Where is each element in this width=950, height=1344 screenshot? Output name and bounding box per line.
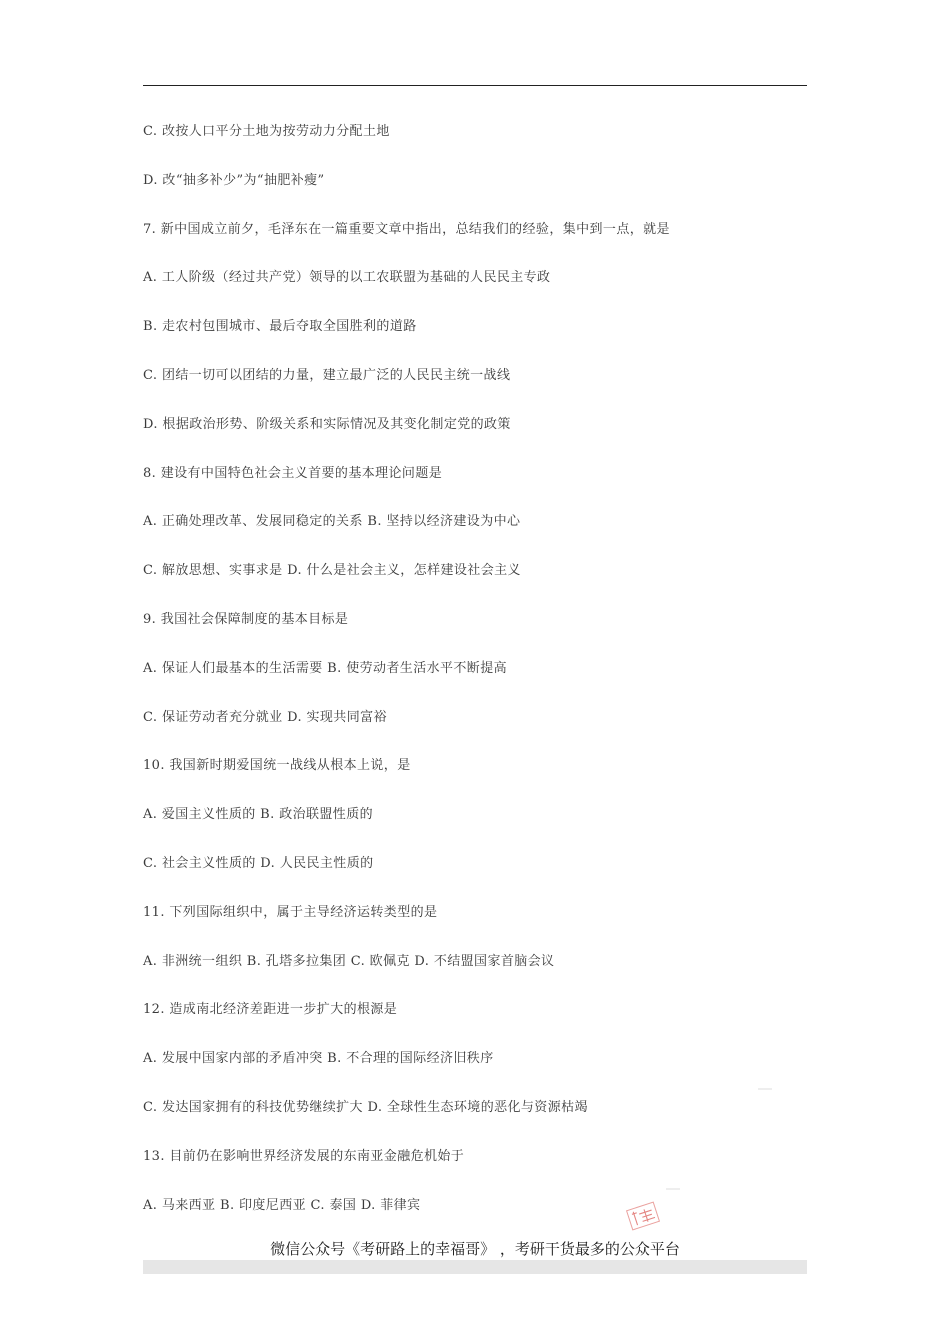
text-line: A. 保证人们最基本的生活需要 B. 使劳动者生活水平不断提高 bbox=[143, 660, 508, 676]
scan-speck bbox=[758, 1088, 772, 1090]
text-line: D. 改“抽多补少”为“抽肥补瘦” bbox=[143, 172, 325, 188]
text-line: B. 走农村包围城市、最后夺取全国胜利的道路 bbox=[143, 319, 417, 335]
text-line: A. 爱国主义性质的 B. 政治联盟性质的 bbox=[143, 807, 374, 823]
text-line: 11. 下列国际组织中，属于主导经济运转类型的是 bbox=[143, 904, 438, 920]
text-line: A. 工人阶级（经过共产党）领导的以工农联盟为基础的人民民主专政 bbox=[143, 270, 551, 286]
text-line: C. 改按人口平分土地为按劳动力分配土地 bbox=[143, 124, 390, 139]
text-line: 13. 目前仍在影响世界经济发展的东南亚金融危机始于 bbox=[143, 1148, 465, 1164]
text-line: D. 根据政治形势、阶级关系和实际情况及其变化制定党的政策 bbox=[143, 416, 511, 432]
text-line: A. 马来西亚 B. 印度尼西亚 C. 泰国 D. 菲律宾 bbox=[143, 1197, 421, 1213]
header-rule bbox=[143, 85, 807, 86]
text-line: 12. 造成南北经济差距进一步扩大的根源是 bbox=[143, 1002, 398, 1018]
footer-caption: 微信公众号《考研路上的幸福哥》 ，考研干货最多的公众平台 bbox=[270, 1240, 680, 1258]
scan-speck bbox=[666, 1188, 680, 1190]
text-line: A. 正确处理改革、发展同稳定的关系 B. 坚持以经济建设为中心 bbox=[143, 514, 521, 530]
text-line: 7. 新中国成立前夕，毛泽东在一篇重要文章中指出，总结我们的经验，集中到一点，就是 bbox=[143, 221, 670, 237]
text-line: 10. 我国新时期爱国统一战线从根本上说，是 bbox=[143, 758, 411, 774]
footer-bar bbox=[143, 1260, 807, 1274]
text-line: A. 发展中国家内部的矛盾冲突 B. 不合理的国际经济旧秩序 bbox=[143, 1051, 494, 1067]
text-line: C. 社会主义性质的 D. 人民民主性质的 bbox=[143, 855, 374, 871]
text-line: A. 非洲统一组织 B. 孔塔多拉集团 C. 欧佩克 D. 不结盟国家首脑会议 bbox=[143, 953, 555, 969]
text-line: 9. 我国社会保障制度的基本目标是 bbox=[143, 611, 349, 627]
text-line: C. 解放思想、实事求是 D. 什么是社会主义，怎样建设社会主义 bbox=[143, 563, 521, 579]
text-line: C. 团结一切可以团结的力量，建立最广泛的人民民主统一战线 bbox=[143, 367, 511, 383]
question-list bbox=[143, 120, 807, 1242]
text-line: C. 发达国家拥有的科技优势继续扩大 D. 全球性生态环境的恶化与资源枯竭 bbox=[143, 1099, 588, 1115]
text-line: 8. 建设有中国特色社会主义首要的基本理论问题是 bbox=[143, 465, 443, 481]
text-line: C. 保证劳动者充分就业 D. 实现共同富裕 bbox=[143, 709, 387, 725]
